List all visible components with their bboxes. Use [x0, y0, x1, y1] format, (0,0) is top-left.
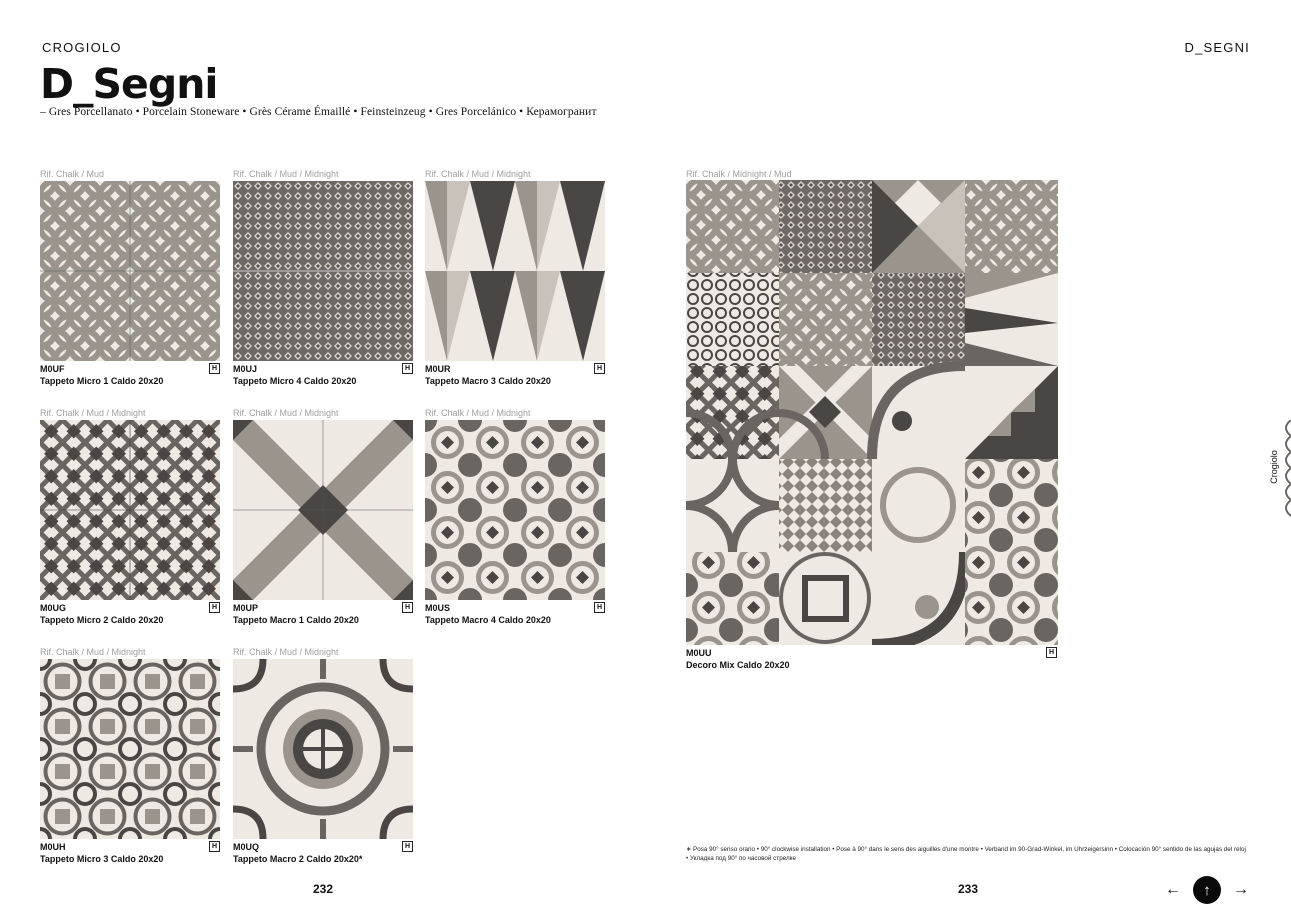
product-code: M0US: [425, 603, 451, 613]
page-title: D_Segni: [40, 60, 218, 108]
tile-image[interactable]: [40, 181, 220, 361]
h-badge: H: [209, 363, 220, 374]
product-name: Tappeto Macro 1 Caldo 20x20: [233, 615, 359, 625]
product-card[interactable]: [233, 408, 414, 626]
product-name: Tappeto Micro 3 Caldo 20x20: [40, 854, 164, 864]
product-code: M0UQ: [233, 842, 260, 852]
product-card[interactable]: [40, 647, 221, 865]
h-badge: H: [402, 602, 413, 613]
product-code: M0UR: [425, 364, 451, 374]
h-badge: H: [209, 602, 220, 613]
product-card[interactable]: [425, 169, 606, 387]
page-number-right: 233: [958, 882, 979, 896]
side-tab-crogiolo[interactable]: [1261, 420, 1291, 520]
product-code: M0UP: [233, 603, 259, 613]
reference-colors: Rif. Chalk / Mud / Midnight: [233, 169, 339, 179]
reference-colors: Rif. Chalk / Mud / Midnight: [233, 647, 339, 657]
product-code: M0UJ: [233, 364, 258, 374]
tile-image[interactable]: [233, 420, 413, 600]
installation-footnote: ∗ Posa 90° senso orario • 90° clockwise installation • Pose à 90° dans le sens des aiguilles d'une montre • Verband im 90-Grad-Winkel, im Uhrzeigersinn • Colocación 90° sentido de las agujas del reloj • Укладка под 90° по часовой стрелке: [686, 846, 1246, 862]
tile-image[interactable]: [233, 659, 413, 839]
product-name: Tappeto Micro 1 Caldo 20x20: [40, 376, 164, 386]
mix-tile-image[interactable]: [686, 180, 1058, 645]
product-card[interactable]: [40, 169, 221, 387]
reference-colors: Rif. Chalk / Mud: [40, 169, 105, 179]
tile-image[interactable]: [233, 181, 413, 361]
reference-colors: Rif. Chalk / Mud / Midnight: [425, 169, 531, 179]
tile-image[interactable]: [40, 420, 220, 600]
product-name: Decoro Mix Caldo 20x20: [686, 660, 790, 670]
product-name: Tappeto Macro 3 Caldo 20x20: [425, 376, 551, 386]
brand-name: CROGIOLO: [42, 40, 122, 55]
h-badge: H: [594, 602, 605, 613]
reference-colors: Rif. Chalk / Midnight / Mud: [686, 169, 792, 179]
h-badge: H: [402, 841, 413, 852]
h-badge: H: [1046, 647, 1057, 658]
reference-colors: Rif. Chalk / Mud / Midnight: [233, 408, 339, 418]
product-name: Tappeto Micro 4 Caldo 20x20: [233, 376, 357, 386]
page-navigation: [1159, 876, 1255, 904]
product-card[interactable]: [233, 647, 414, 865]
h-badge: H: [594, 363, 605, 374]
featured-product-card[interactable]: [686, 169, 1058, 671]
product-code: M0UG: [40, 603, 67, 613]
section-name: D_SEGNI: [1184, 40, 1250, 55]
reference-colors: Rif. Chalk / Mud / Midnight: [425, 408, 531, 418]
h-badge: H: [402, 363, 413, 374]
product-name: Tappeto Macro 2 Caldo 20x20*: [233, 854, 363, 864]
product-name: Tappeto Macro 4 Caldo 20x20: [425, 615, 551, 625]
product-code: M0UH: [40, 842, 66, 852]
reference-colors: Rif. Chalk / Mud / Midnight: [40, 408, 146, 418]
product-card[interactable]: [425, 408, 606, 626]
tile-image[interactable]: [425, 181, 605, 361]
arrow-right-icon[interactable]: →: [1233, 881, 1249, 898]
arrow-left-icon[interactable]: ←: [1165, 881, 1181, 898]
tile-image[interactable]: [40, 659, 220, 839]
product-code: M0UU: [686, 648, 712, 658]
arrow-up-icon[interactable]: ↑: [1193, 876, 1221, 904]
side-tab-label: Crogiolo: [1268, 450, 1279, 484]
product-code: M0UF: [40, 364, 65, 374]
reference-colors: Rif. Chalk / Mud / Midnight: [40, 647, 146, 657]
pattern-strip-icon: [1281, 420, 1291, 520]
page-subtitle: – Gres Porcellanato • Porcelain Stoneware • Grès Cérame Émaillé • Feinsteinzeug • Gres Porcelánico • Керамогранит: [40, 106, 597, 118]
page-number-left: 232: [313, 882, 334, 896]
h-badge: H: [209, 841, 220, 852]
tile-image[interactable]: [425, 420, 605, 600]
product-card[interactable]: [40, 408, 221, 626]
product-name: Tappeto Micro 2 Caldo 20x20: [40, 615, 164, 625]
product-card[interactable]: [233, 169, 414, 387]
